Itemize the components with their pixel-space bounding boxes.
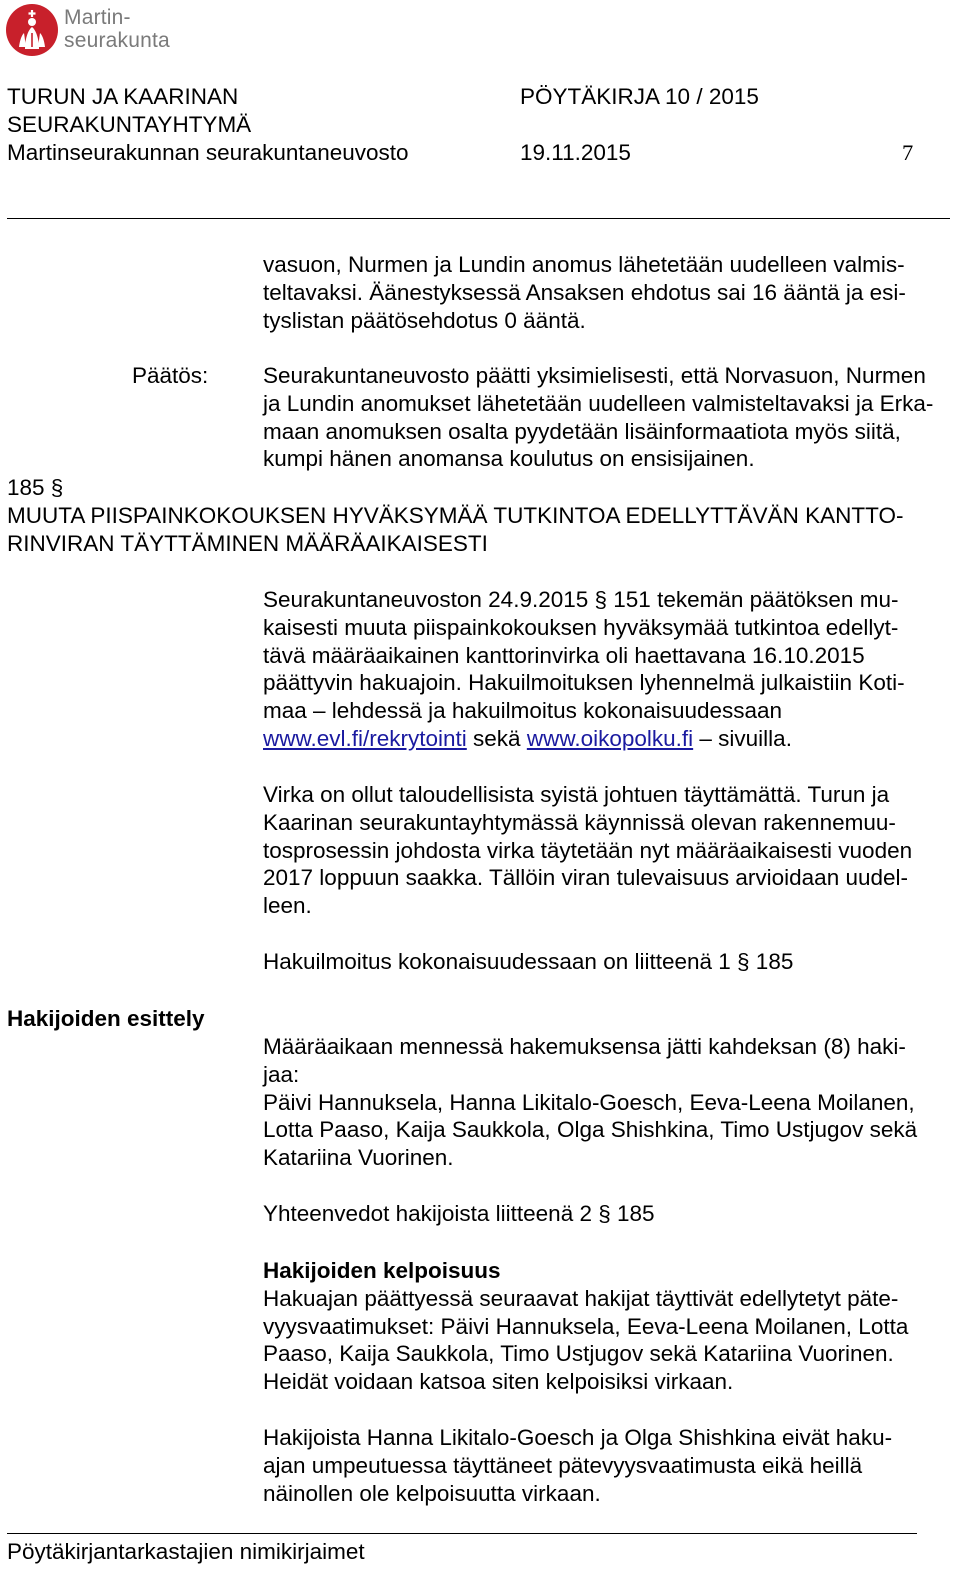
document-title: PÖYTÄKIRJA 10 / 2015 (520, 84, 759, 109)
text-line: Päivi Hannuksela, Hanna Likitalo-Goesch, Eeva-Leena Moilanen, (263, 1089, 915, 1115)
text-line: Paaso, Kaija Saukkola, Timo Ustjugov sekä Katariina Vuorinen. (263, 1341, 894, 1367)
decision-text (263, 362, 958, 473)
text-line: tosprosessin johdosta virka täytetään nyt määräaikaisesti vuoden (263, 837, 913, 863)
logo-text-line1: Martin- (64, 6, 131, 29)
attachment-note-1: Hakuilmoitus kokonaisuudessaan on liitteenä 1 § 185 (263, 949, 794, 974)
section-title-line2: RINVIRAN TÄYTTÄMINEN MÄÄRÄAIKAISESTI (7, 531, 488, 556)
link-separator: sekä (466, 725, 527, 751)
document-date: 19.11.2015 (520, 140, 631, 165)
application-paragraph (263, 586, 958, 753)
text-line: ajan umpeutuessa täyttäneet pätevyysvaatimusta eikä heillä (263, 1452, 863, 1478)
org-name-line2: SEURAKUNTAYHTYMÄ (7, 112, 252, 137)
text-line: teltavaksi. Äänestyksessä Ansaksen ehdotus sai 16 ääntä ja esi- (263, 279, 906, 305)
vacancy-paragraph (263, 781, 958, 920)
applicants-side-heading: Hakijoiden esittely (7, 1006, 205, 1031)
text-line: Määräaikaan mennessä hakemuksensa jätti kahdeksan (8) haki- (263, 1034, 906, 1059)
footer-label: Pöytäkirjantarkastajien nimikirjaimet (7, 1539, 365, 1564)
text-line: Hakijoista Hanna Likitalo-Goesch ja Olga Shishkina eivät haku- (263, 1425, 893, 1450)
text-line: päättyvin hakuajoin. Hakuilmoituksen lyhennelmä julkaistiin Koti- (263, 670, 905, 696)
page-number: 7 (902, 140, 914, 165)
text-line: kumpi hänen anomansa koulutus on ensisijainen. (263, 446, 755, 472)
attachment-note-2: Yhteenvedot hakijoista liitteenä 2 § 185 (263, 1201, 655, 1226)
evl-rekrytointi-link[interactable]: www.evl.fi/rekrytointi (263, 725, 467, 751)
eligibility-section (263, 1257, 958, 1396)
text-line: kaisesti muuta piispainkokouksen hyväksymää tutkintoa edellyt- (263, 614, 899, 640)
link-suffix: – sivuilla. (693, 725, 792, 751)
org-name-line3: Martinseurakunnan seurakuntaneuvosto (7, 140, 409, 165)
text-line: vyysvaatimukset: Päivi Hannuksela, Eeva-Leena Moilanen, Lotta (263, 1313, 909, 1339)
text-line: tyslistan päätösehdotus 0 ääntä. (263, 307, 586, 333)
text-line: vasuon, Nurmen ja Lundin anomus lähetetään uudelleen valmis- (263, 252, 905, 277)
text-line: Kaarinan seurakuntayhtymässä käynnissä olevan rakennemuu- (263, 809, 896, 835)
text-line-links (263, 725, 958, 753)
text-line: Katariina Vuorinen. (263, 1145, 454, 1171)
logo-emblem-icon (5, 3, 59, 57)
ineligible-paragraph (263, 1424, 958, 1507)
text-line: maan anomuksen osalta pyydetään lisäinformaatiota myös siitä, (263, 418, 901, 444)
text-line: 2017 loppuun saakka. Tällöin viran tulevaisuus arvioidaan uudel- (263, 865, 909, 891)
eligibility-heading: Hakijoiden kelpoisuus (263, 1258, 501, 1283)
text-line: Heidät voidaan katsoa siten kelpoisiksi virkaan. (263, 1369, 734, 1395)
section-title-line1: MUUTA PIISPAINKOKOUKSEN HYVÄKSYMÄÄ TUTKINTOA EDELLYTTÄVÄN KANTTO- (7, 503, 904, 528)
text-line: jaa: (263, 1061, 300, 1087)
header-rule (7, 218, 950, 219)
text-line: leen. (263, 893, 312, 919)
org-name-line1: TURUN JA KAARINAN (7, 84, 239, 109)
decision-label: Päätös: (132, 363, 209, 388)
section-number: 185 § (7, 475, 64, 500)
text-line: tävä määräaikainen kanttorinvirka oli haettavana 16.10.2015 (263, 642, 865, 668)
logo (5, 3, 185, 57)
applicants-paragraph (263, 1033, 958, 1172)
text-line: Hakuajan päättyessä seuraavat hakijat täyttivät edellytetyt päte- (263, 1285, 899, 1311)
text-line: Virka on ollut taloudellisista syistä johtuen täyttämättä. Turun ja (263, 782, 890, 807)
text-line: Seurakuntaneuvoston 24.9.2015 § 151 tekemän päätöksen mu- (263, 587, 899, 612)
text-line: Seurakuntaneuvosto päätti yksimielisesti, että Norvasuon, Nurmen (263, 363, 926, 388)
intro-paragraph (263, 251, 958, 334)
footer-rule (7, 1533, 917, 1534)
text-line: Lotta Paaso, Kaija Saukkola, Olga Shishkina, Timo Ustjugov sekä (263, 1117, 918, 1143)
logo-text-line2: seurakunta (64, 29, 170, 52)
text-line: ja Lundin anomukset lähetetään uudelleen valmisteltavaksi ja Erka- (263, 390, 934, 416)
text-line: maa – lehdessä ja hakuilmoitus kokonaisuudessaan (263, 698, 783, 724)
text-line: näinollen ole kelpoisuutta virkaan. (263, 1480, 601, 1506)
oikopolku-link[interactable]: www.oikopolku.fi (526, 725, 694, 751)
